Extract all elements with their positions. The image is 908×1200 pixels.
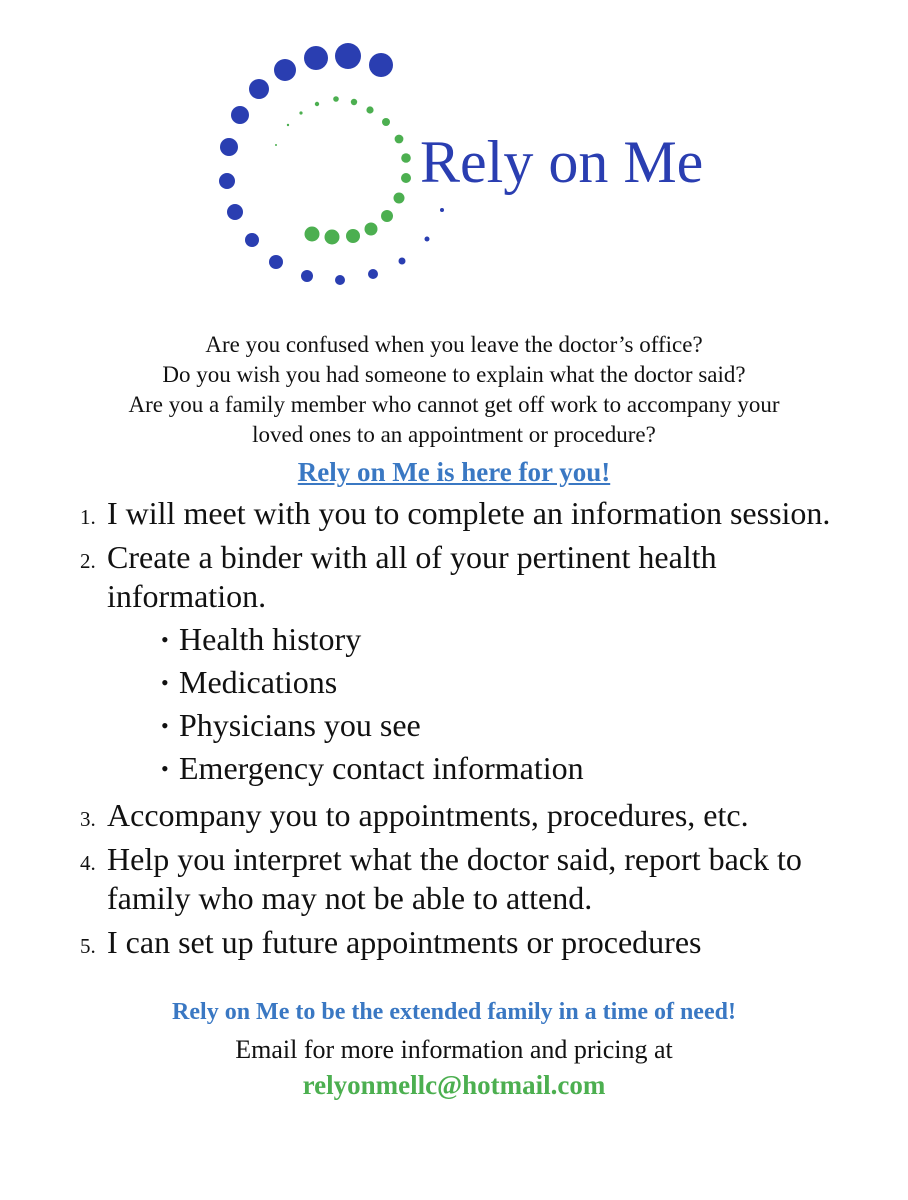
- logo-blue-dot: [231, 106, 249, 124]
- logo-green-dot: [315, 102, 319, 106]
- step-text: I will meet with you to complete an information session.: [107, 495, 831, 531]
- logo-green-dot: [333, 96, 339, 102]
- logo-blue-dot: [399, 258, 406, 265]
- logo-green-dot: [395, 135, 404, 144]
- logo-blue-dot: [269, 255, 283, 269]
- bullet-icon: •: [161, 627, 169, 652]
- service-step-2: [80, 538, 880, 790]
- binder-item-text: Physicians you see: [179, 707, 421, 743]
- logo-blue-dot: [245, 233, 259, 247]
- binder-items-list: [107, 618, 880, 790]
- service-step-4: [80, 840, 880, 918]
- logo-green-dot: [366, 106, 373, 113]
- binder-item-text: Medications: [179, 664, 338, 700]
- binder-item-text: Health history: [179, 621, 362, 657]
- bullet-icon: •: [161, 756, 169, 781]
- logo-green-dot: [275, 144, 277, 146]
- bullet-icon: •: [161, 713, 169, 738]
- logo-blue-dot: [335, 275, 345, 285]
- logo-green-dot: [305, 227, 320, 242]
- intro-line: loved ones to an appointment or procedure?: [252, 422, 656, 447]
- logo-blue-dot: [220, 138, 238, 156]
- services-list: [80, 494, 880, 967]
- step-text: Accompany you to appointments, procedures, etc.: [107, 797, 749, 833]
- logo-green-dot: [394, 193, 405, 204]
- logo-green-dot: [325, 230, 340, 245]
- service-step-5: [80, 923, 880, 962]
- service-step-1: [80, 494, 880, 533]
- intro-questions: [0, 330, 908, 450]
- binder-item: [107, 661, 880, 704]
- logo-blue-dot: [425, 237, 430, 242]
- intro-line: Are you a family member who cannot get off work to accompany your: [128, 392, 780, 417]
- step-text: Create a binder with all of your pertinent health information.: [107, 539, 717, 614]
- step-number: 3.: [80, 807, 96, 831]
- logo-blue-dot: [304, 46, 328, 70]
- intro-line: Do you wish you had someone to explain what the doctor said?: [162, 362, 746, 387]
- binder-item: [107, 747, 880, 790]
- binder-item: [107, 704, 880, 747]
- step-number: 2.: [80, 549, 96, 573]
- logo-blue-dot: [249, 79, 269, 99]
- logo-blue-dot: [301, 270, 313, 282]
- logo-green-dot: [381, 210, 393, 222]
- contact-email-link[interactable]: relyonmellc@hotmail.com: [302, 1070, 606, 1100]
- step-text: Help you interpret what the doctor said, report back to family who may not be able to attend.: [107, 841, 802, 916]
- logo-green-dot: [351, 99, 357, 105]
- logo-blue-dot: [335, 43, 361, 69]
- logo-blue-dot: [227, 204, 243, 220]
- step-number: 1.: [80, 505, 96, 529]
- logo-green-dot: [365, 223, 378, 236]
- logo-blue-dot: [219, 173, 235, 189]
- logo-blue-dots: [219, 43, 444, 285]
- brand-name: Rely on Me: [420, 129, 704, 195]
- step-number: 5.: [80, 934, 96, 958]
- binder-item-text: Emergency contact information: [179, 750, 584, 786]
- logo-green-dot: [346, 229, 360, 243]
- tagline: Rely on Me is here for you!: [297, 457, 611, 487]
- step-text: I can set up future appointments or procedures: [107, 924, 702, 960]
- logo-blue-dot: [274, 59, 296, 81]
- contact-intro: Email for more information and pricing at: [235, 1035, 673, 1064]
- step-number: 4.: [80, 851, 96, 875]
- logo-green-dot: [401, 173, 411, 183]
- closing-statement: Rely on Me to be the extended family in a time of need!: [172, 999, 736, 1025]
- logo-green-dot: [299, 111, 302, 114]
- service-step-3: [80, 796, 880, 835]
- logo-blue-dot: [368, 269, 378, 279]
- logo-blue-dot: [440, 208, 444, 212]
- logo-green-dot: [287, 124, 289, 126]
- logo-green-dot: [401, 153, 411, 163]
- binder-item: [107, 618, 880, 661]
- intro-line: Are you confused when you leave the doctor’s office?: [205, 332, 703, 357]
- logo-blue-dot: [369, 53, 393, 77]
- logo-green-dots: [275, 96, 411, 244]
- bullet-icon: •: [161, 670, 169, 695]
- logo-green-dot: [382, 118, 390, 126]
